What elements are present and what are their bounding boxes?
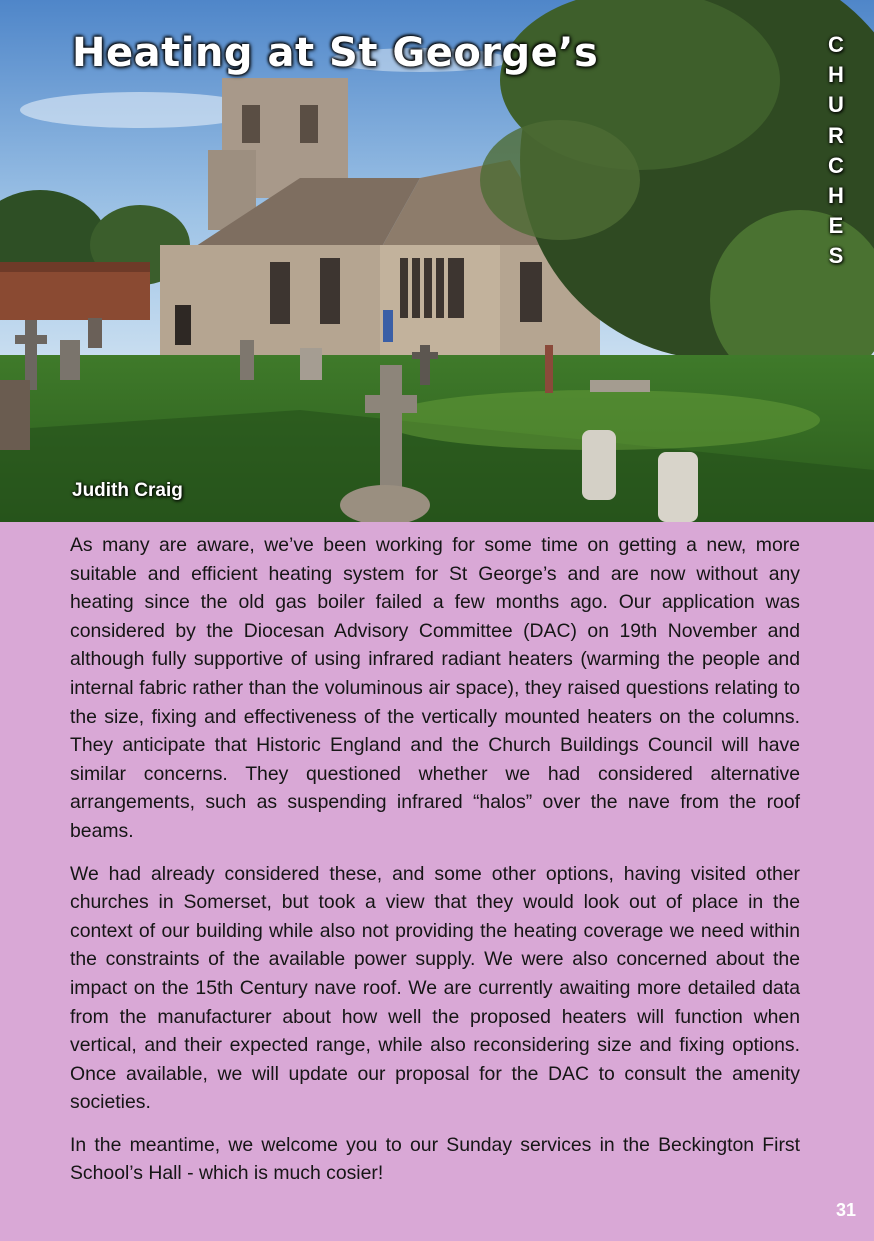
paragraph: We had already considered these, and some other options, having visited other churches in Somerset, but took a view that they would look out of place in the context of our building while also not providing the heating coverage we need within the constraints of the available power supply. We were also concerned about the impact on the 15th Century nave roof. We are currently awaiting more detailed data from the manufacturer about how well the proposed heaters will function when vertical, and their expected range, while also reconsidering size and fixing options. Once available, we will update our proposal for the DAC to consult the amenity societies.: [70, 862, 800, 1114]
article-title: Heating at St George’s: [72, 30, 599, 76]
section-letter: C: [828, 32, 844, 57]
author-name: Judith Craig: [72, 480, 183, 501]
paragraph: As many are aware, we’ve been working for some time on getting a new, more suitable and efficient heating system for St George’s and are now without any heating since the old gas boiler failed a few months ago. Our application was considered by the Diocesan Advisory Committee (DAC) on 19th November and although fully supportive of using infrared radiant heaters (warming the people and internal fabric rather than the voluminous air space), they raised questions relating to the size, fixing and effectiveness of the vertically mounted heaters on the columns. They anticipate that Historic England and the Church Buildings Council will have similar concerns. They questioned whether we had considered alternative arrangements, such as suspending infrared “halos” over the nave from the roof beams.: [70, 534, 800, 842]
section-letter: S: [828, 243, 844, 269]
section-letter: H: [828, 183, 844, 209]
section-letter: E: [828, 213, 844, 239]
page-number: 31: [835, 1200, 856, 1220]
paragraph: In the meantime, we welcome you to our Sunday services in the Beckington First School’s Hall - which is much cosier!: [70, 1133, 800, 1185]
article-body: [70, 531, 800, 1202]
section-letter: H: [828, 62, 844, 88]
hero-photo: [0, 0, 874, 522]
section-label: [822, 30, 850, 272]
section-letter: U: [828, 92, 844, 118]
section-letter: C: [828, 152, 844, 178]
section-letter: R: [828, 122, 844, 148]
